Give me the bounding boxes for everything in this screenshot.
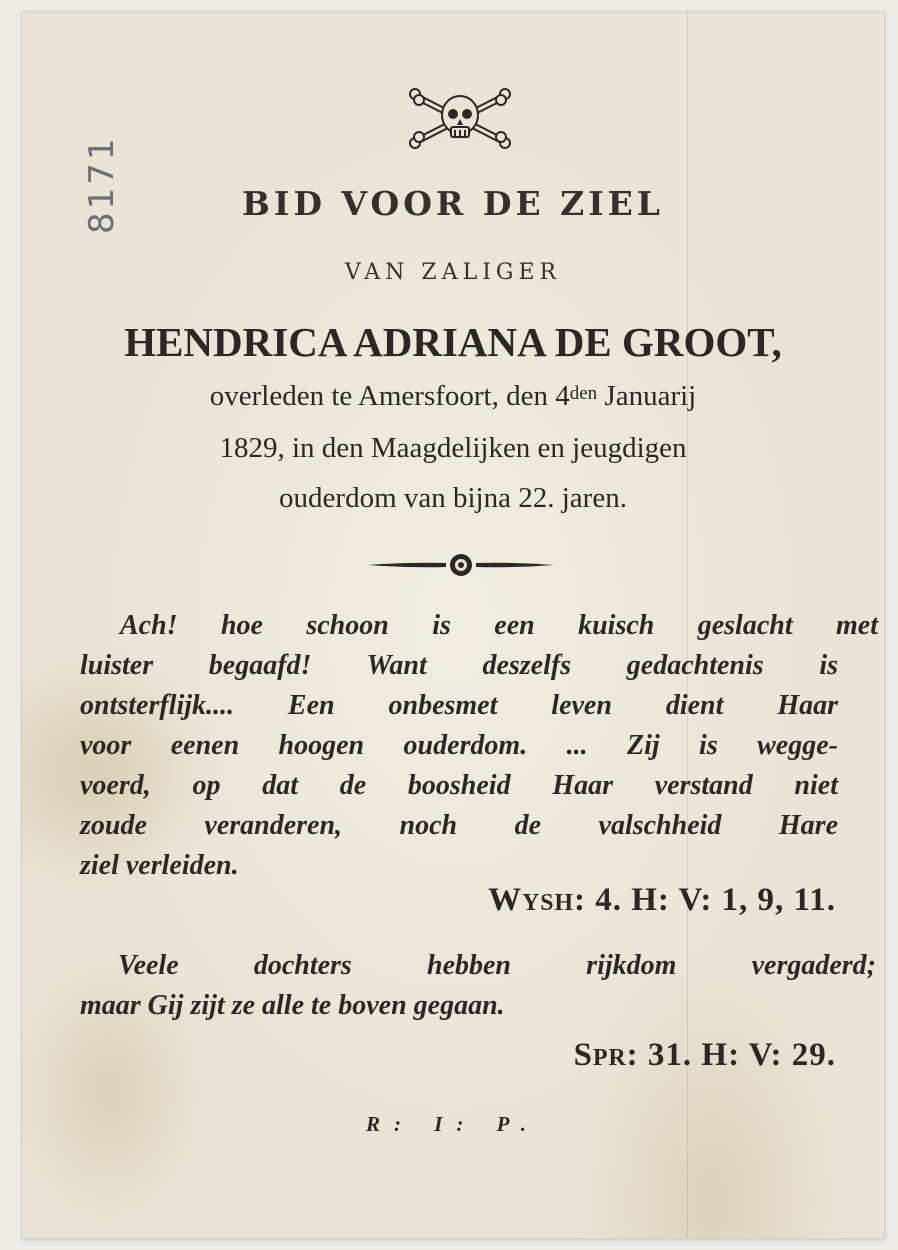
details-line-1-b: Januarij — [597, 380, 697, 412]
ornament-divider-icon — [366, 550, 556, 580]
skull-crossbones-icon — [405, 87, 515, 149]
reference-1-book: YSH — [522, 890, 574, 916]
verse-1-line-5: voerd, op dat de boosheid Haar verstand niet — [80, 770, 838, 801]
deceased-name: HENDRICA ADRIANA DE GROOT, — [124, 319, 782, 365]
verse-1-line-3: ontsterflijk.... Een onbesmet leven dient Haar — [80, 690, 838, 721]
details-line-1-sup: den — [569, 383, 598, 404]
reference-2-initial: S — [573, 1037, 593, 1073]
verse-1-line-6: zoude veranderen, noch de valschheid Hare — [80, 810, 838, 841]
memorial-card — [22, 12, 884, 1238]
details-line-3: ouderdom van bijna 22. jaren. — [279, 482, 627, 514]
verse-1-reference — [488, 882, 836, 919]
details-line-1-a: overleden te Amersfoort, den 4 — [209, 380, 570, 412]
verse-1-line-7: ziel verleiden. — [80, 850, 239, 881]
reference-1-rest: : 4. H: V: 1, 9, 11. — [573, 882, 836, 918]
verse-1-line-1: Ach! hoe schoon is een kuisch geslacht met — [120, 610, 878, 641]
verse-2-line-2: maar Gij zijt ze alle te boven gegaan. — [80, 990, 505, 1021]
inventory-number: 8171 — [82, 135, 122, 234]
reference-2-rest: : 31. H: V: 29. — [626, 1037, 836, 1073]
details-line-2: 1829, in den Maagdelijken en jeugdigen — [219, 432, 687, 464]
heading-line-2: VAN ZALIGER — [344, 260, 562, 285]
heading-line-1: BID VOOR DE ZIEL — [241, 184, 664, 223]
reference-2-book: PR — [592, 1045, 627, 1071]
verse-2-line-1: Veele dochters hebben rijkdom vergaderd; — [118, 950, 876, 981]
verse-2-reference — [574, 1037, 836, 1074]
verse-1-line-4: voor eenen hoogen ouderdom. ... Zij is wegge- — [80, 730, 838, 761]
reference-1-initial: W — [488, 882, 523, 918]
details-line-1 — [22, 380, 884, 413]
closing-rip: R: I: P. — [365, 1112, 541, 1136]
verse-1-line-2: luister begaafd! Want deszelfs gedachtenis is — [80, 650, 838, 681]
